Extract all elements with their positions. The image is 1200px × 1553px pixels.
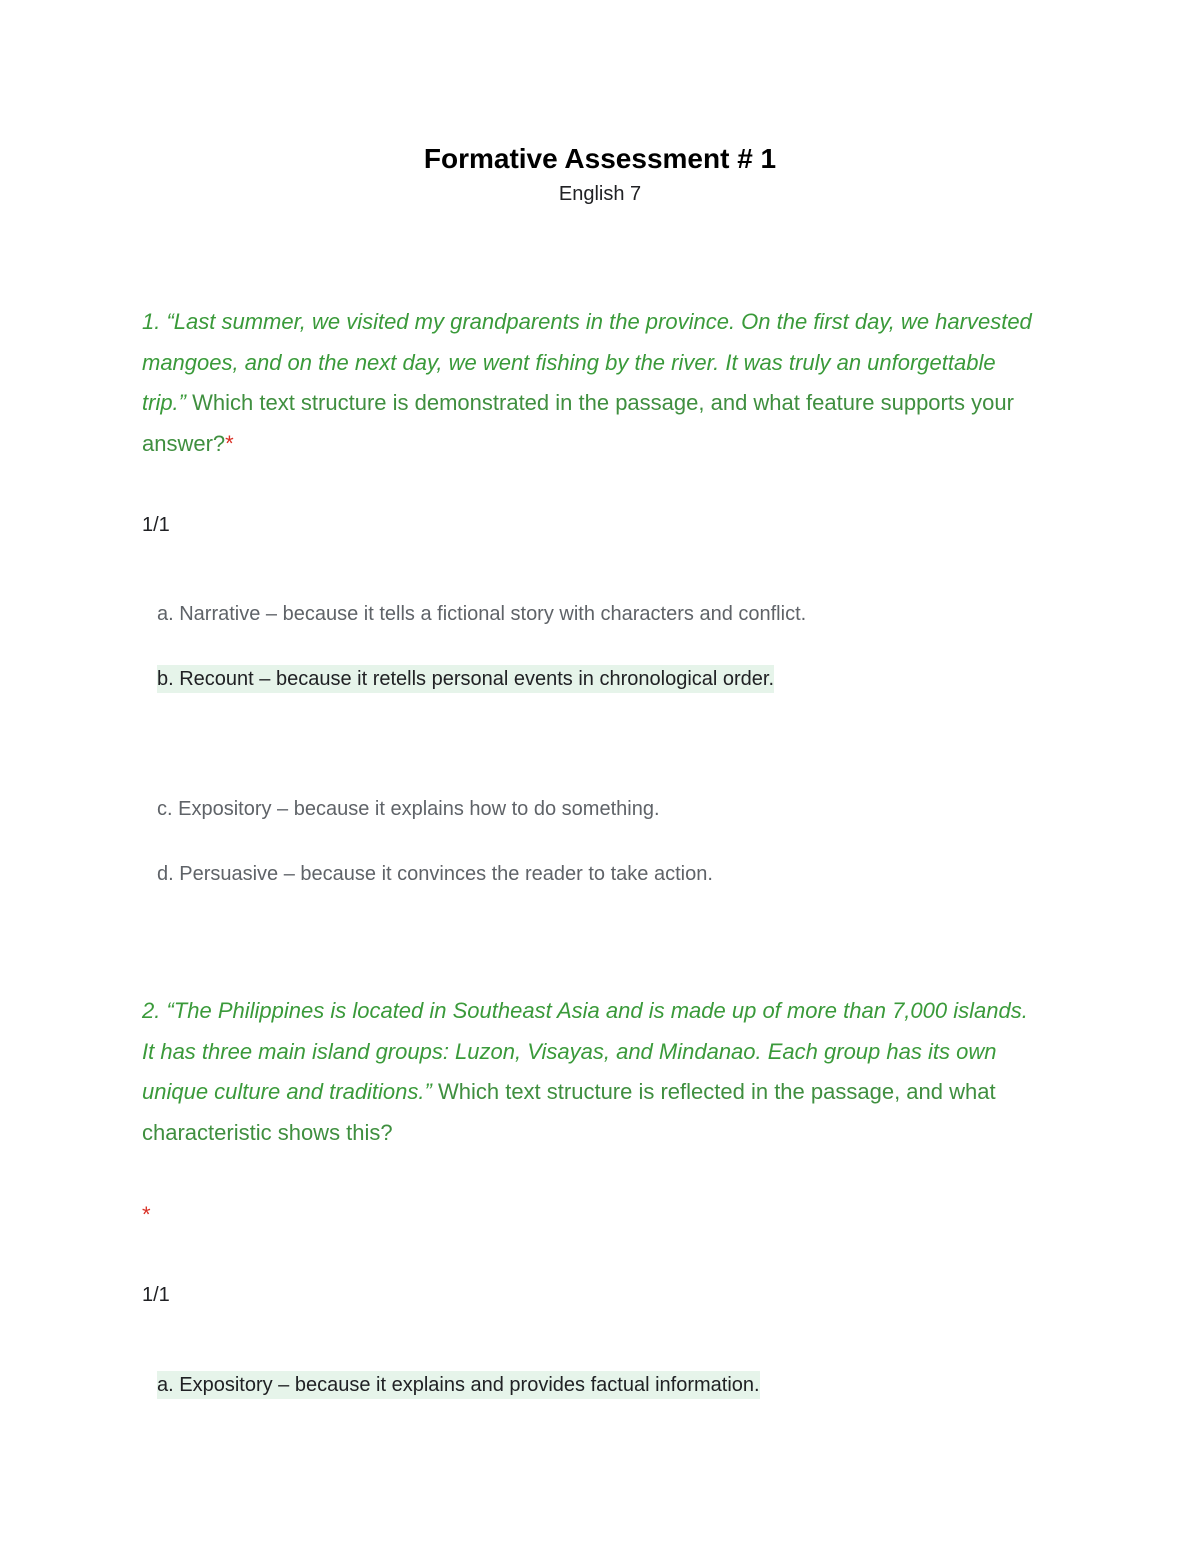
question-prompt: Which text structure is reflected in the passage, and what characteristic shows this? xyxy=(142,1079,996,1145)
question-2 xyxy=(142,991,1042,1153)
option-d[interactable]: d. Persuasive – because it convinces the reader to take action. xyxy=(157,863,713,885)
question-number: 1. xyxy=(142,309,161,334)
question-1 xyxy=(142,302,1042,464)
required-star: * xyxy=(225,430,234,456)
required-star: * xyxy=(142,1202,151,1227)
option-a[interactable]: a. Narrative – because it tells a fictional story with characters and conflict. xyxy=(157,603,807,625)
option-b-correct[interactable]: b. Recount – because it retells personal events in chronological order. xyxy=(157,665,774,693)
option-c[interactable]: c. Expository – because it explains how to do something. xyxy=(157,798,660,820)
page-title: Formative Assessment # 1 xyxy=(423,143,777,174)
option-a-correct[interactable]: a. Expository – because it explains and provides factual information. xyxy=(157,1371,760,1399)
page-subtitle: English 7 xyxy=(558,183,642,205)
question-prompt: Which text structure is demonstrated in the passage, and what feature supports your answer? xyxy=(142,390,1014,456)
question-number: 2. xyxy=(142,998,161,1023)
question-score: 1/1 xyxy=(142,1284,170,1306)
question-passage: “The Philippines is located in Southeast Asia and is made up of more than 7,000 islands. It has three main island groups: Luzon, Visayas, and Mindanao. Each group has its own unique culture and traditions.” xyxy=(142,998,1028,1104)
question-score: 1/1 xyxy=(142,514,170,536)
question-passage: “Last summer, we visited my grandparents in the province. On the first day, we harvested mangoes, and on the next day, we went fishing by the river. It was truly an unforgettable trip.” xyxy=(142,309,1032,415)
